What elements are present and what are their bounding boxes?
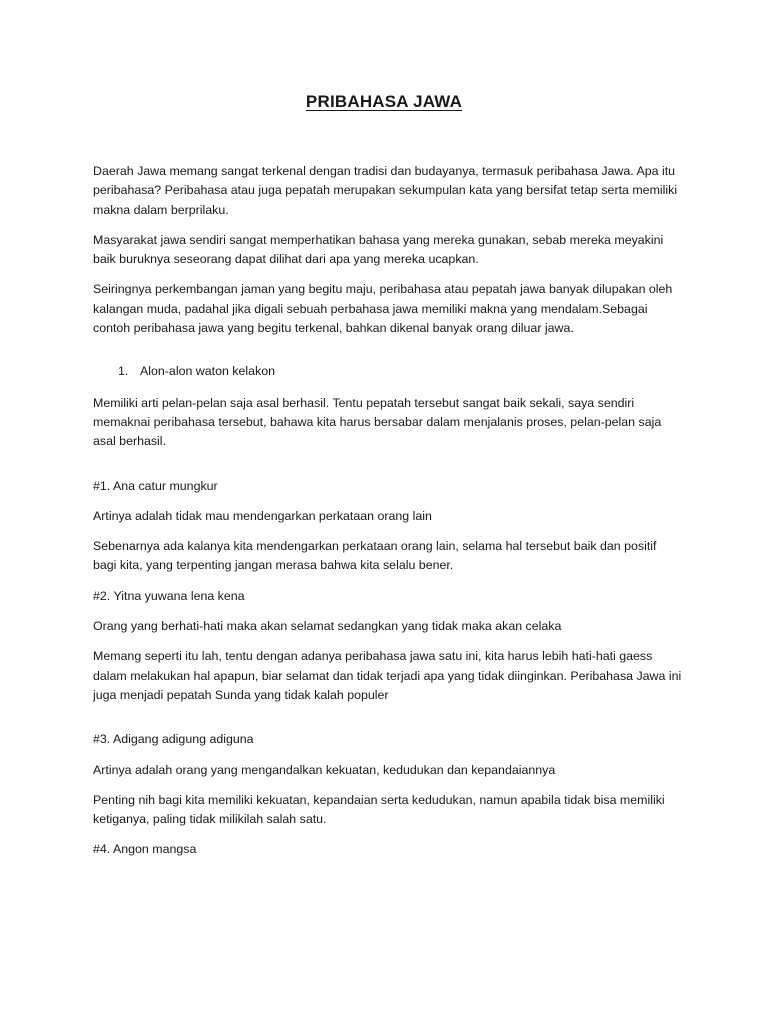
section-explanation-2: Memang seperti itu lah, tentu dengan adanya peribahasa jawa satu ini, kita harus lebih hati-hati gaess dalam melakukan hal apapun, biar selamat dan tidak terjadi apa yang tidak diinginkan. Peribahasa Jawa ini juga menjadi pepatah Sunda yang tidak kalah populer — [93, 649, 682, 702]
section-heading-1: #1. Ana catur mungkur — [93, 478, 218, 493]
section-explanation-3: Penting nih bagi kita memiliki kekuatan, kepandaian serta kedudukan, namun apabila tidak bisa memiliki ketiganya, paling tidak milikilah salah satu. — [93, 792, 665, 827]
list-item-text: Alon-alon waton kelakon — [140, 364, 276, 379]
section-meaning-1: Artinya adalah tidak mau mendengarkan perkataan orang lain — [93, 508, 432, 523]
intro-paragraph-1: Daerah Jawa memang sangat terkenal dengan tradisi dan budayanya, termasuk peribahasa Jawa. Apa itu peribahasa? Peribahasa atau juga pepatah merupakan sekumpulan kata yang bersifat tetap serta memiliki makna dalam berprilaku. — [93, 164, 678, 217]
section-heading-4: #4. Angon mangsa — [93, 842, 197, 857]
intro-paragraph-2: Masyarakat jawa sendiri sangat memperhatikan bahasa yang mereka gunakan, sebab mereka meyakini baik buruknya seseorang dapat dilihat dari apa yang mereka ucapkan. — [93, 232, 664, 267]
section-meaning-2: Orang yang berhati-hati maka akan selamat sedangkan yang tidak maka akan celaka — [93, 619, 562, 634]
document-body — [93, 162, 683, 871]
section-heading-3: #3. Adigang adigung adiguna — [93, 732, 254, 747]
list-item-paragraph: Memiliki arti pelan-pelan saja asal berhasil. Tentu pepatah tersebut sangat baik sekali, saya sendiri memaknai peribahasa tersebut, bahawa kita harus bersabar dalam menjalanis proses, pelan-pelan saja asal berhasil. — [93, 395, 662, 449]
section-explanation-1: Sebenarnya ada kalanya kita mendengarkan perkataan orang lain, selama hal tersebut baik dan positif bagi kita, yang terpenting jangan merasa bahwa kita selalu bener. — [93, 539, 657, 573]
section-meaning-3: Artinya adalah orang yang mengandalkan kekuatan, kedudukan dan kepandaiannya — [93, 762, 556, 777]
section-heading-2: #2. Yitna yuwana lena kena — [93, 588, 245, 603]
numbered-list-item — [93, 362, 683, 381]
list-item-number: 1. — [118, 364, 129, 379]
document-title: PRIBAHASA JAWA — [305, 92, 463, 111]
intro-paragraph-3: Seiringnya perkembangan jaman yang begitu maju, peribahasa atau pepatah jawa banyak dilupakan oleh kalangan muda, padahal jika digali sebuah perbahasa jawa memiliki makna yang mendalam.Sebagai contoh peribahasa jawa yang begitu terkenal, bahkan dikenal banyak orang diluar jawa. — [93, 282, 673, 336]
